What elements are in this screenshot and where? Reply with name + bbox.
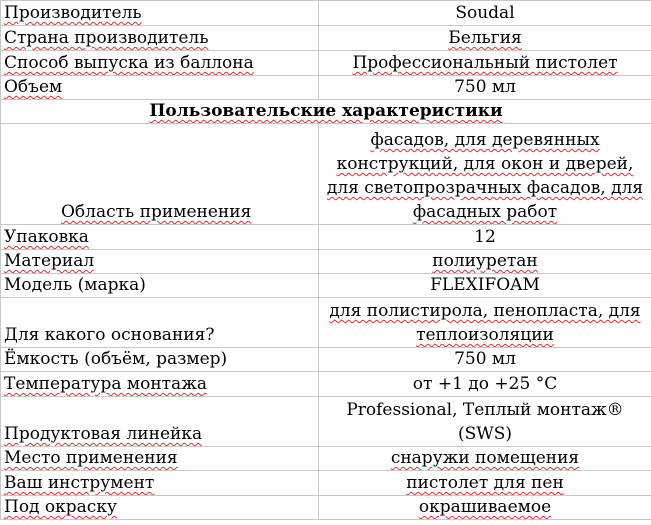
spec-label: Место применения [1,447,319,471]
spec-label: Материал [1,250,319,274]
table-row [1,471,651,496]
table-row [1,348,651,372]
spec-value: Бельгия [319,26,651,51]
section-header: Пользовательские характеристики [1,100,651,124]
table-row [1,274,651,298]
table-row [1,1,651,26]
spec-value: Professional, Теплый монтаж® (SWS) [319,397,651,447]
spec-value: Soudal [319,1,651,26]
table-row [1,250,651,274]
table-row [1,225,651,250]
table-row [1,26,651,51]
spec-label: Объем [1,76,319,100]
table-row [1,447,651,471]
spec-label: Производитель [1,1,319,26]
spec-value: пистолет для пен [319,471,651,496]
table-row [1,397,651,447]
table-row [1,372,651,397]
spec-value: от +1 до +25 °C [319,372,651,397]
spec-value: фасадов, для деревянных конструкций, для окон и дверей, для светопрозрачных фасадов, для фасадных работ [319,124,651,225]
spec-value: 750 мл [319,76,651,100]
spec-value: 750 мл [319,348,651,372]
spec-value: снаружи помещения [319,447,651,471]
spec-label: Способ выпуска из баллона [1,51,319,76]
spec-value: полиуретан [319,250,651,274]
spec-label: Ваш инструмент [1,471,319,496]
spec-label: Страна производитель [1,26,319,51]
table-row [1,76,651,100]
section-header-row [1,100,651,124]
table-row [1,124,651,225]
spec-label: Под окраску [1,496,319,520]
table-row [1,496,651,520]
spec-label: Продуктовая линейка [1,397,319,447]
spec-value: окрашиваемое [319,496,651,520]
spec-label: Область применения [1,124,319,225]
spec-label: Ёмкость (объём, размер) [1,348,319,372]
table-row [1,298,651,348]
spec-label: Для какого основания? [1,298,319,348]
spec-value: для полистирола, пенопласта, для теплоизоляции [319,298,651,348]
spec-label: Модель (марка) [1,274,319,298]
spec-value: FLEXIFOAM [319,274,651,298]
spec-label: Температура монтажа [1,372,319,397]
spec-label: Упаковка [1,225,319,250]
spec-value: 12 [319,225,651,250]
spec-value: Профессиональный пистолет [319,51,651,76]
table-row [1,51,651,76]
